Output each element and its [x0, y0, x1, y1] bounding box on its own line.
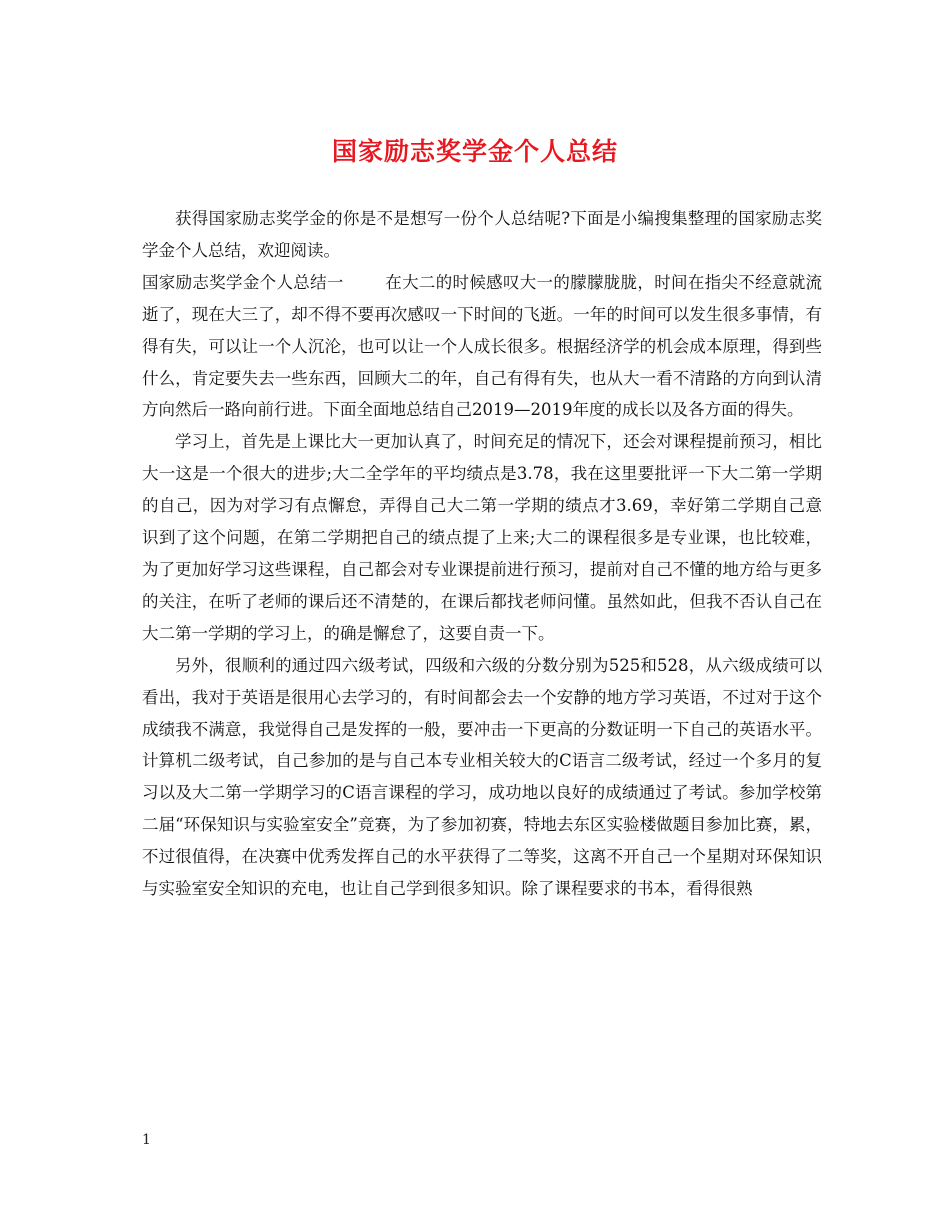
section-paragraph: [142, 267, 822, 427]
section-heading: 国家励志奖学金个人总结一: [142, 272, 344, 292]
document-title: 国家励志奖学金个人总结: [331, 137, 618, 166]
section-first-text: 在大二的时候感叹大一的朦朦胧胧，时间在指尖不经意就流逝了，现在大三了，却不得不要再次感叹一下时间的飞逝。一年的时间可以发生很多事情，有得有失，可以让一个人沉沦，也可以让一个人成长很多。根据经济学的机会成本原理，得到些什么，肯定要失去一些东西，回顾大二的年，自己有得有失，也从大一看不清路的方向到认清方向然后一路向前行进。下面全面地总结自己2019—2019年度的成长以及各方面的得失。: [142, 272, 823, 420]
page-number: 1: [142, 1132, 151, 1148]
intro-paragraph: 获得国家励志奖学金的你是不是想写一份个人总结呢?下面是小编搜集整理的国家励志奖学金个人总结，欢迎阅读。: [142, 209, 822, 260]
document-body: [142, 203, 822, 905]
study-paragraph: 学习上，首先是上课比大一更加认真了，时间充足的情况下，还会对课程提前预习，相比大一这是一个很大的进步;大二全学年的平均绩点是3.78，我在这里要批评一下大二第一学期的自己，因为对学习有点懈怠，弄得自己大二第一学期的绩点才3.69，幸好第二学期自己意识到了这个问题，在第二学期把自己的绩点提了上来;大二的课程很多是专业课，也比较难，为了更加好学习这些课程，自己都会对专业课提前进行预习，提前对自己不懂的地方给与更多的关注，在听了老师的课后还不清楚的，在课后都找老师问懂。虽然如此，但我不否认自己在大二第一学期的学习上，的确是懈怠了，这要自责一下。: [142, 432, 822, 643]
other-achievements-paragraph: 另外，很顺利的通过四六级考试，四级和六级的分数分别为525和528，从六级成绩可以看出，我对于英语是很用心去学习的，有时间都会去一个安静的地方学习英语，不过对于这个成绩我不满意，我觉得自己是发挥的一般，要冲击一下更高的分数证明一下自己的英语水平。计算机二级考试，自己参加的是与自己本专业相关较大的C语言二级考试，经过一个多月的复习以及大二第一学期学习的C语言课程的学习，成功地以良好的成绩通过了考试。参加学校第二届“环保知识与实验室安全”竞赛，为了参加初赛，特地去东区实验楼做题目参加比赛，累，不过很值得，在决赛中优秀发挥自己的水平获得了二等奖，这离不开自己一个星期对环保知识与实验室安全知识的充电，也让自己学到很多知识。除了课程要求的书本，看得很熟: [142, 655, 822, 899]
